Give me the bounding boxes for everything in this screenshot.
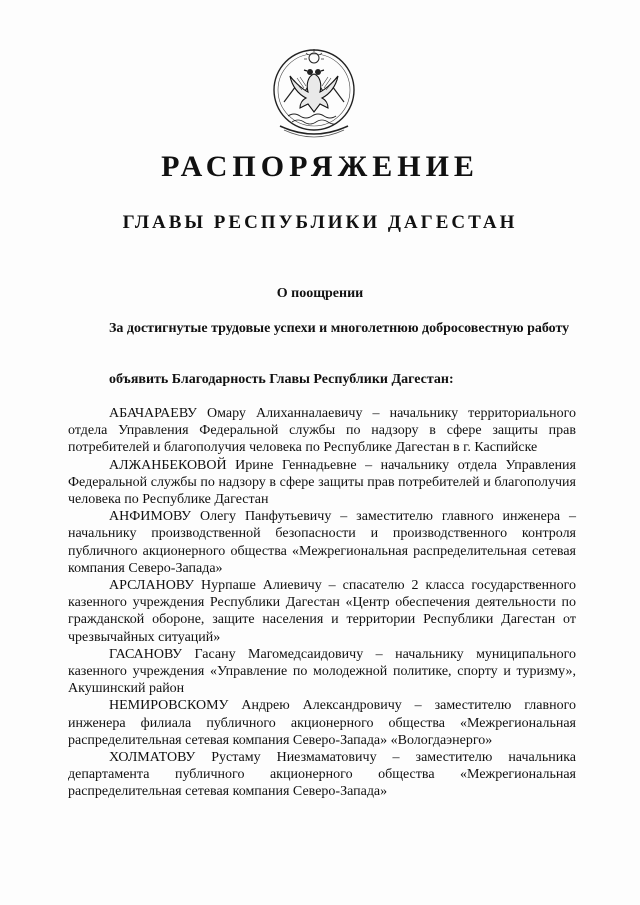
- award-entry: АНФИМОВУ Олегу Панфутьевичу – заместителю главного инженера – начальнику производственной безопасности и производственного контроля публичного акционерного общества «Межрегиональная распределительная сетевая компания Северо-Запада»: [68, 509, 576, 576]
- award-entry: АБАЧАРАЕВУ Омару Алиханналаевичу – начальнику территориального отдела Управления Федеральной службы по надзору в сфере защиты прав потребителей и благополучия человека по Республике Дагестан в г. Каспийске: [68, 406, 576, 456]
- document-subject: О поощрении: [276, 286, 364, 301]
- award-entry: АЛЖАНБЕКОВОЙ Ирине Геннадьевне – начальнику отдела Управления Федеральной службы по надзору в сфере защиты прав потребителей и благополучия человека по Республике Дагестан: [68, 457, 576, 508]
- award-entry: ХОЛМАТОВУ Рустаму Ниезмаматовичу – заместителю начальника департамента публичного акционерного общества «Межрегиональная распределительная сетевая компания Северо-Запада»: [68, 750, 576, 800]
- document-subtitle: ГЛАВЫ РЕСПУБЛИКИ ДАГЕСТАН: [122, 212, 518, 233]
- document-title: РАСПОРЯЖЕНИЕ: [161, 150, 479, 183]
- award-entry: АРСЛАНОВУ Нурпаше Алиевичу – спасателю 2 класса государственного казенного учреждения Республики Дагестан «Центр обеспечения деятельности по гражданской обороне, защите населения и территории Республики Дагестан от чрезвычайных ситуаций»: [68, 578, 576, 645]
- award-entry: НЕМИРОВСКОМУ Андрею Александровичу – заместителю главного инженера филиала публичного акционерного общества «Межрегиональная распределительная сетевая компания Северо-Запада» «Вологдаэнерго»: [68, 698, 576, 748]
- declaration: объявить Благодарность Главы Республики Дагестан:: [109, 372, 454, 387]
- preamble: За достигнутые трудовые успехи и многолетнюю добросовестную работу: [109, 321, 570, 336]
- award-list: [68, 405, 576, 801]
- coat-of-arms-icon: [270, 46, 358, 142]
- award-entry: ГАСАНОВУ Гасану Магомедсаидовичу – начальнику муниципального казенного учреждения «Управление по молодежной политике, спорту и туризму», Акушинский район: [68, 646, 576, 697]
